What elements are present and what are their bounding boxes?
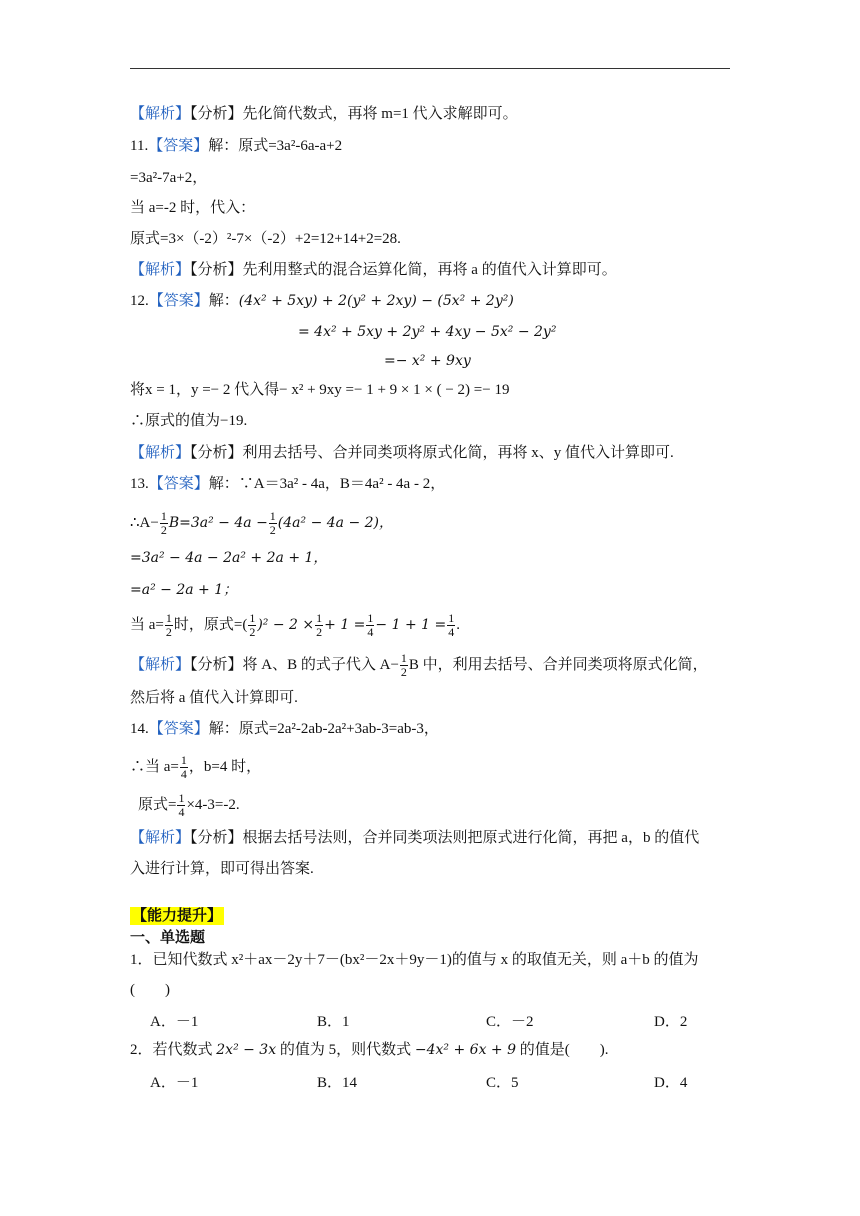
q13-analysis-post: B 中，利用去括号、合并同类项将原式化简， <box>408 656 708 673</box>
q13-l2-post: (4a² − 4a − 2)， <box>277 514 394 531</box>
q14-l3-pre: 原式= <box>138 796 177 813</box>
answer-tag: 【答案】 <box>148 721 209 737</box>
fenxi-tag: 【分析】 <box>190 262 243 278</box>
q14-l3-post: ×4-3=-2. <box>186 796 240 813</box>
q14-line-3 <box>138 792 240 819</box>
q12-line-3: =− x² + 9xy <box>384 353 471 369</box>
q14-l2-pre: ∴当 a= <box>130 758 179 775</box>
q12-line-1 <box>130 291 514 311</box>
q13-l5-end: . <box>456 616 460 633</box>
q11-text-1: 解：原式=3a²-6a-a+2 <box>208 138 343 154</box>
mc2-stem <box>130 1040 609 1060</box>
mc1-option-d[interactable]: D．2 <box>654 1014 688 1030</box>
analysis-tag: 【解析】 <box>130 106 191 122</box>
mc1-option-c[interactable]: C．－2 <box>486 1014 534 1030</box>
q13-line-1 <box>130 474 445 494</box>
q13-l2-pre: ∴A− <box>130 514 159 531</box>
q12-expression-1: (4x² + 5xy) + 2(y² + 2xy) − (5x² + 2y²) <box>238 293 514 309</box>
mc2-stem-post: 的值是( ). <box>519 1042 609 1058</box>
q14-analysis-line-2: 入进行计算，即可得出答案. <box>130 861 314 877</box>
analysis-tag: 【解析】 <box>130 830 191 846</box>
analysis-tag: 【解析】 <box>130 262 191 278</box>
q14-analysis <box>130 828 699 848</box>
fenxi-tag: 【分析】 <box>190 830 243 846</box>
mc1-stem: 1．已知代数式 x²＋ax－2y＋7－(bx²－2x＋9y－1)的值与 x 的取值无关，则 a＋b 的值为 <box>130 952 699 968</box>
fraction-quarter: $\frac{1}{4}$ <box>448 611 455 639</box>
q10-analysis-text: 先化简代数式，再将 m=1 代入求解即可。 <box>242 106 518 122</box>
fraction-quarter: $\frac{1}{4}$ <box>367 611 374 639</box>
q11-number: 11. <box>130 138 149 154</box>
q14-text-1: 解：原式=2a²-2ab-2a²+3ab-3=ab-3， <box>208 721 439 737</box>
fenxi-tag: 【分析】 <box>190 445 243 461</box>
mc2-option-b[interactable]: B．14 <box>317 1075 358 1091</box>
q11-line-2: =3a²-7a+2， <box>130 170 208 186</box>
fraction-half: $\frac{1}{2}$ <box>165 611 172 639</box>
q13-analysis <box>130 652 708 679</box>
q14-line-1 <box>130 719 439 739</box>
q11-analysis-text: 先利用整式的混合运算化简，再将 a 的值代入计算即可。 <box>242 262 617 278</box>
q11-line-4: 原式=3×（-2）²-7×（-2）+2=12+14+2=28. <box>130 231 401 247</box>
q12-jie: 解： <box>208 293 239 309</box>
mc1-paren: ( ) <box>130 982 170 998</box>
q12-number: 12. <box>130 293 149 309</box>
q13-number: 13. <box>130 476 149 492</box>
fraction-half: $\frac{1}{2}$ <box>249 611 256 639</box>
q11-line-3: 当 a=-2 时，代入： <box>130 200 256 216</box>
mc2-stem-mid: 的值为 5，则代数式 <box>279 1042 412 1058</box>
fraction-half: $\frac{1}{2}$ <box>160 509 167 537</box>
q13-l2-mid: B=3a² − 4a − <box>168 514 268 531</box>
fenxi-tag: 【分析】 <box>190 106 243 122</box>
q13-l5-post2: + 1 = <box>324 616 366 633</box>
mc2-option-c[interactable]: C．5 <box>486 1075 519 1091</box>
fraction-half: $\frac{1}{2}$ <box>269 509 276 537</box>
q10-analysis <box>130 104 518 124</box>
mc2-option-a[interactable]: A．－1 <box>150 1075 199 1091</box>
q13-l5-mid: 时，原式=( <box>173 616 248 633</box>
fraction-half: $\frac{1}{2}$ <box>400 651 407 679</box>
answer-tag: 【答案】 <box>148 476 209 492</box>
q11-analysis <box>130 260 617 280</box>
section-heading: 一、单选题 <box>130 929 206 946</box>
analysis-tag: 【解析】 <box>130 656 191 673</box>
q14-analysis-text: 根据去括号法则，合并同类项法则把原式进行化简，再把 a，b 的值代 <box>242 830 700 846</box>
q13-line-3: =3a² − 4a − 2a² + 2a + 1， <box>130 550 328 566</box>
fraction-quarter: $\frac{1}{4}$ <box>180 753 187 781</box>
mc2-expression-1: 2x² − 3x <box>216 1042 277 1058</box>
q13-l5-pre: 当 a= <box>130 616 164 633</box>
fenxi-tag: 【分析】 <box>190 656 243 673</box>
q13-analysis-pre: 将 A、B 的式子代入 A− <box>242 656 399 673</box>
q12-analysis-text: 利用去括号、合并同类项将原式化简，再将 x、y 值代入计算即可. <box>242 445 674 461</box>
section-badge-line <box>130 906 224 926</box>
q13-l5-post1: )² − 2 × <box>257 616 315 633</box>
analysis-tag: 【解析】 <box>130 445 191 461</box>
ability-badge: 【能力提升】 <box>132 908 223 924</box>
mc2-option-d[interactable]: D．4 <box>654 1075 688 1091</box>
q14-l2-post: ，b=4 时， <box>188 758 262 775</box>
q13-text-1: 解：∵A＝3a² - 4a，B＝4a² - 4a - 2， <box>208 476 446 492</box>
mc1-option-a[interactable]: A．－1 <box>150 1014 199 1030</box>
q13-analysis-line-2: 然后将 a 值代入计算即可. <box>130 690 298 706</box>
q14-line-2 <box>130 754 261 781</box>
fraction-half: $\frac{1}{2}$ <box>316 611 323 639</box>
header-rule <box>130 68 730 69</box>
q12-analysis <box>130 443 674 463</box>
q12-line-2: = 4x² + 5xy + 2y² + 4xy − 5x² − 2y² <box>298 324 557 340</box>
q12-line-5: ∴原式的值为−19. <box>130 413 248 429</box>
q13-line-5 <box>130 612 460 639</box>
q13-line-2 <box>130 510 393 537</box>
q13-l5-post3: − 1 + 1 = <box>375 616 447 633</box>
answer-tag: 【答案】 <box>148 293 209 309</box>
mc2-stem-pre: 2．若代数式 <box>130 1042 213 1058</box>
q11-line-1 <box>130 136 342 156</box>
mc1-option-b[interactable]: B．1 <box>317 1014 350 1030</box>
q12-line-4: 将x = 1，y =− 2 代入得− x² + 9xy =− 1 + 9 × 1 × ( − 2) =− 19 <box>130 382 510 398</box>
fraction-quarter: $\frac{1}{4}$ <box>178 791 185 819</box>
answer-tag: 【答案】 <box>148 138 209 154</box>
q13-line-4: =a² − 2a + 1； <box>130 582 238 598</box>
q14-number: 14. <box>130 721 149 737</box>
mc2-expression-2: −4x² + 6x + 9 <box>414 1042 517 1058</box>
